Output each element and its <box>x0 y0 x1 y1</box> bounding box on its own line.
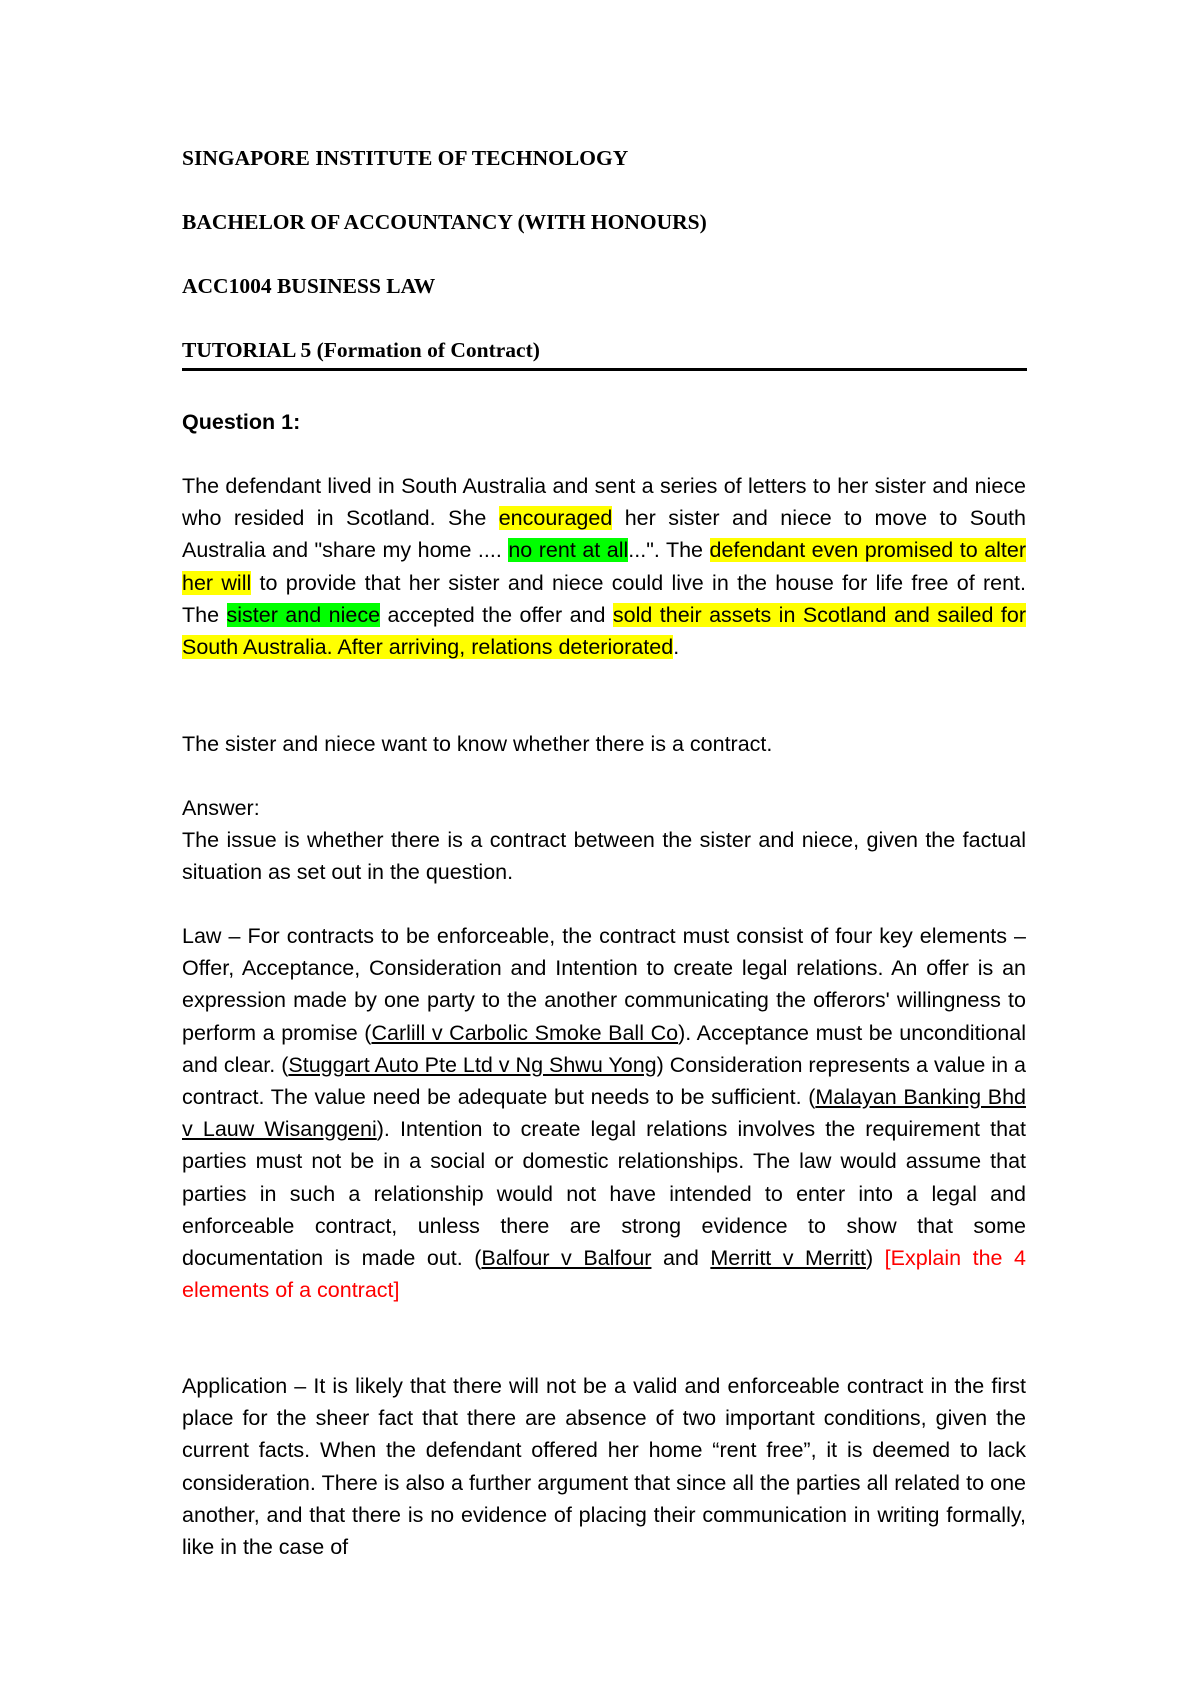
highlight-sold-assets: sold their assets in Scotland and sailed for South Australia. After arriving, relations deteriorated <box>182 602 1026 660</box>
heading-rule <box>182 368 1027 371</box>
question-text: . <box>673 635 680 660</box>
case-stuggart: Stuggart Auto Pte Ltd v Ng Shwu Yong <box>288 1052 657 1077</box>
institute-heading: SINGAPORE INSTITUTE OF TECHNOLOGY <box>182 146 629 170</box>
degree-heading: BACHELOR OF ACCOUNTANCY (WITH HONOURS) <box>182 210 707 234</box>
case-balfour: Balfour v Balfour <box>481 1246 652 1271</box>
answer-issue: The issue is whether there is a contract between the sister and niece, given the factual situation as set out in the question. <box>182 828 1026 885</box>
instructor-note: [Explain the 4 elements of a contract] <box>182 1246 1026 1303</box>
tutorial-heading: TUTORIAL 5 (Formation of Contract) <box>182 338 540 362</box>
case-carlill: Carlill v Carbolic Smoke Ball Co <box>371 1020 679 1045</box>
case-malayan-banking: Malayan Banking Bhd v Lauw Wisanggeni <box>182 1085 1026 1142</box>
law-text: ) Consideration represents a value in a contract. The value need be adequate but needs to be sufficient. ( <box>182 1052 1026 1110</box>
law-text: Law – For contracts to be enforceable, the contract must consist of four key elements – Offer, Acceptance, Consideration and Intention to create legal relations. An offer is an expression made by one party to the another communicating the offerors' willingness to perform a promise ( <box>182 924 1026 1045</box>
question-text: accepted the offer and <box>380 602 613 627</box>
law-text: ). Acceptance must be unconditional and clear. ( <box>182 1020 1026 1077</box>
highlight-encouraged: encouraged <box>498 506 613 531</box>
highlight-sister-niece: sister and niece <box>226 602 381 627</box>
law-text: and <box>651 1246 711 1271</box>
question-paragraph <box>182 470 1026 663</box>
question-text: her sister and niece to move to South Australia and "share my home .... <box>182 506 1026 563</box>
highlight-no-rent: no rent at all <box>508 538 629 563</box>
law-text: ). Intention to create legal relations involves the requirement that parties must not be in a social or domestic relationships. The law would assume that parties in such a relationship would not have intended to enter into a legal and enforceable contract, unless there are strong evidence to show that some documentation is made out. ( <box>182 1117 1027 1271</box>
law-text: ) <box>865 1246 885 1271</box>
question-text: to provide that her sister and niece could live in the house for life free of rent. The <box>182 570 1027 627</box>
answer-law-paragraph <box>182 920 1026 1306</box>
question-text: The defendant lived in South Australia and sent a series of letters to her sister and niece who resided in Scotland. She <box>182 474 1026 531</box>
case-merritt: Merritt v Merritt <box>710 1246 866 1271</box>
answer-label: Answer: <box>182 796 260 820</box>
question-title: Question 1: <box>182 410 301 434</box>
highlight-promise-will: defendant even promised to alter her will <box>182 538 1027 595</box>
question-text: ...". The <box>628 538 710 563</box>
question-prompt: The sister and niece want to know whether there is a contract. <box>182 732 773 756</box>
answer-application-paragraph: Application – It is likely that there will not be a valid and enforceable contract in the first place for the sheer fact that there are absence of two important conditions, given the current facts. When the defendant offered her home “rent free”, it is deemed to lack consideration. There is also a further argument that since all the parties all related to one another, and that there is no evidence of placing their communication in writing formally, like in the case of <box>182 1374 1026 1560</box>
course-heading: ACC1004 BUSINESS LAW <box>182 274 436 298</box>
